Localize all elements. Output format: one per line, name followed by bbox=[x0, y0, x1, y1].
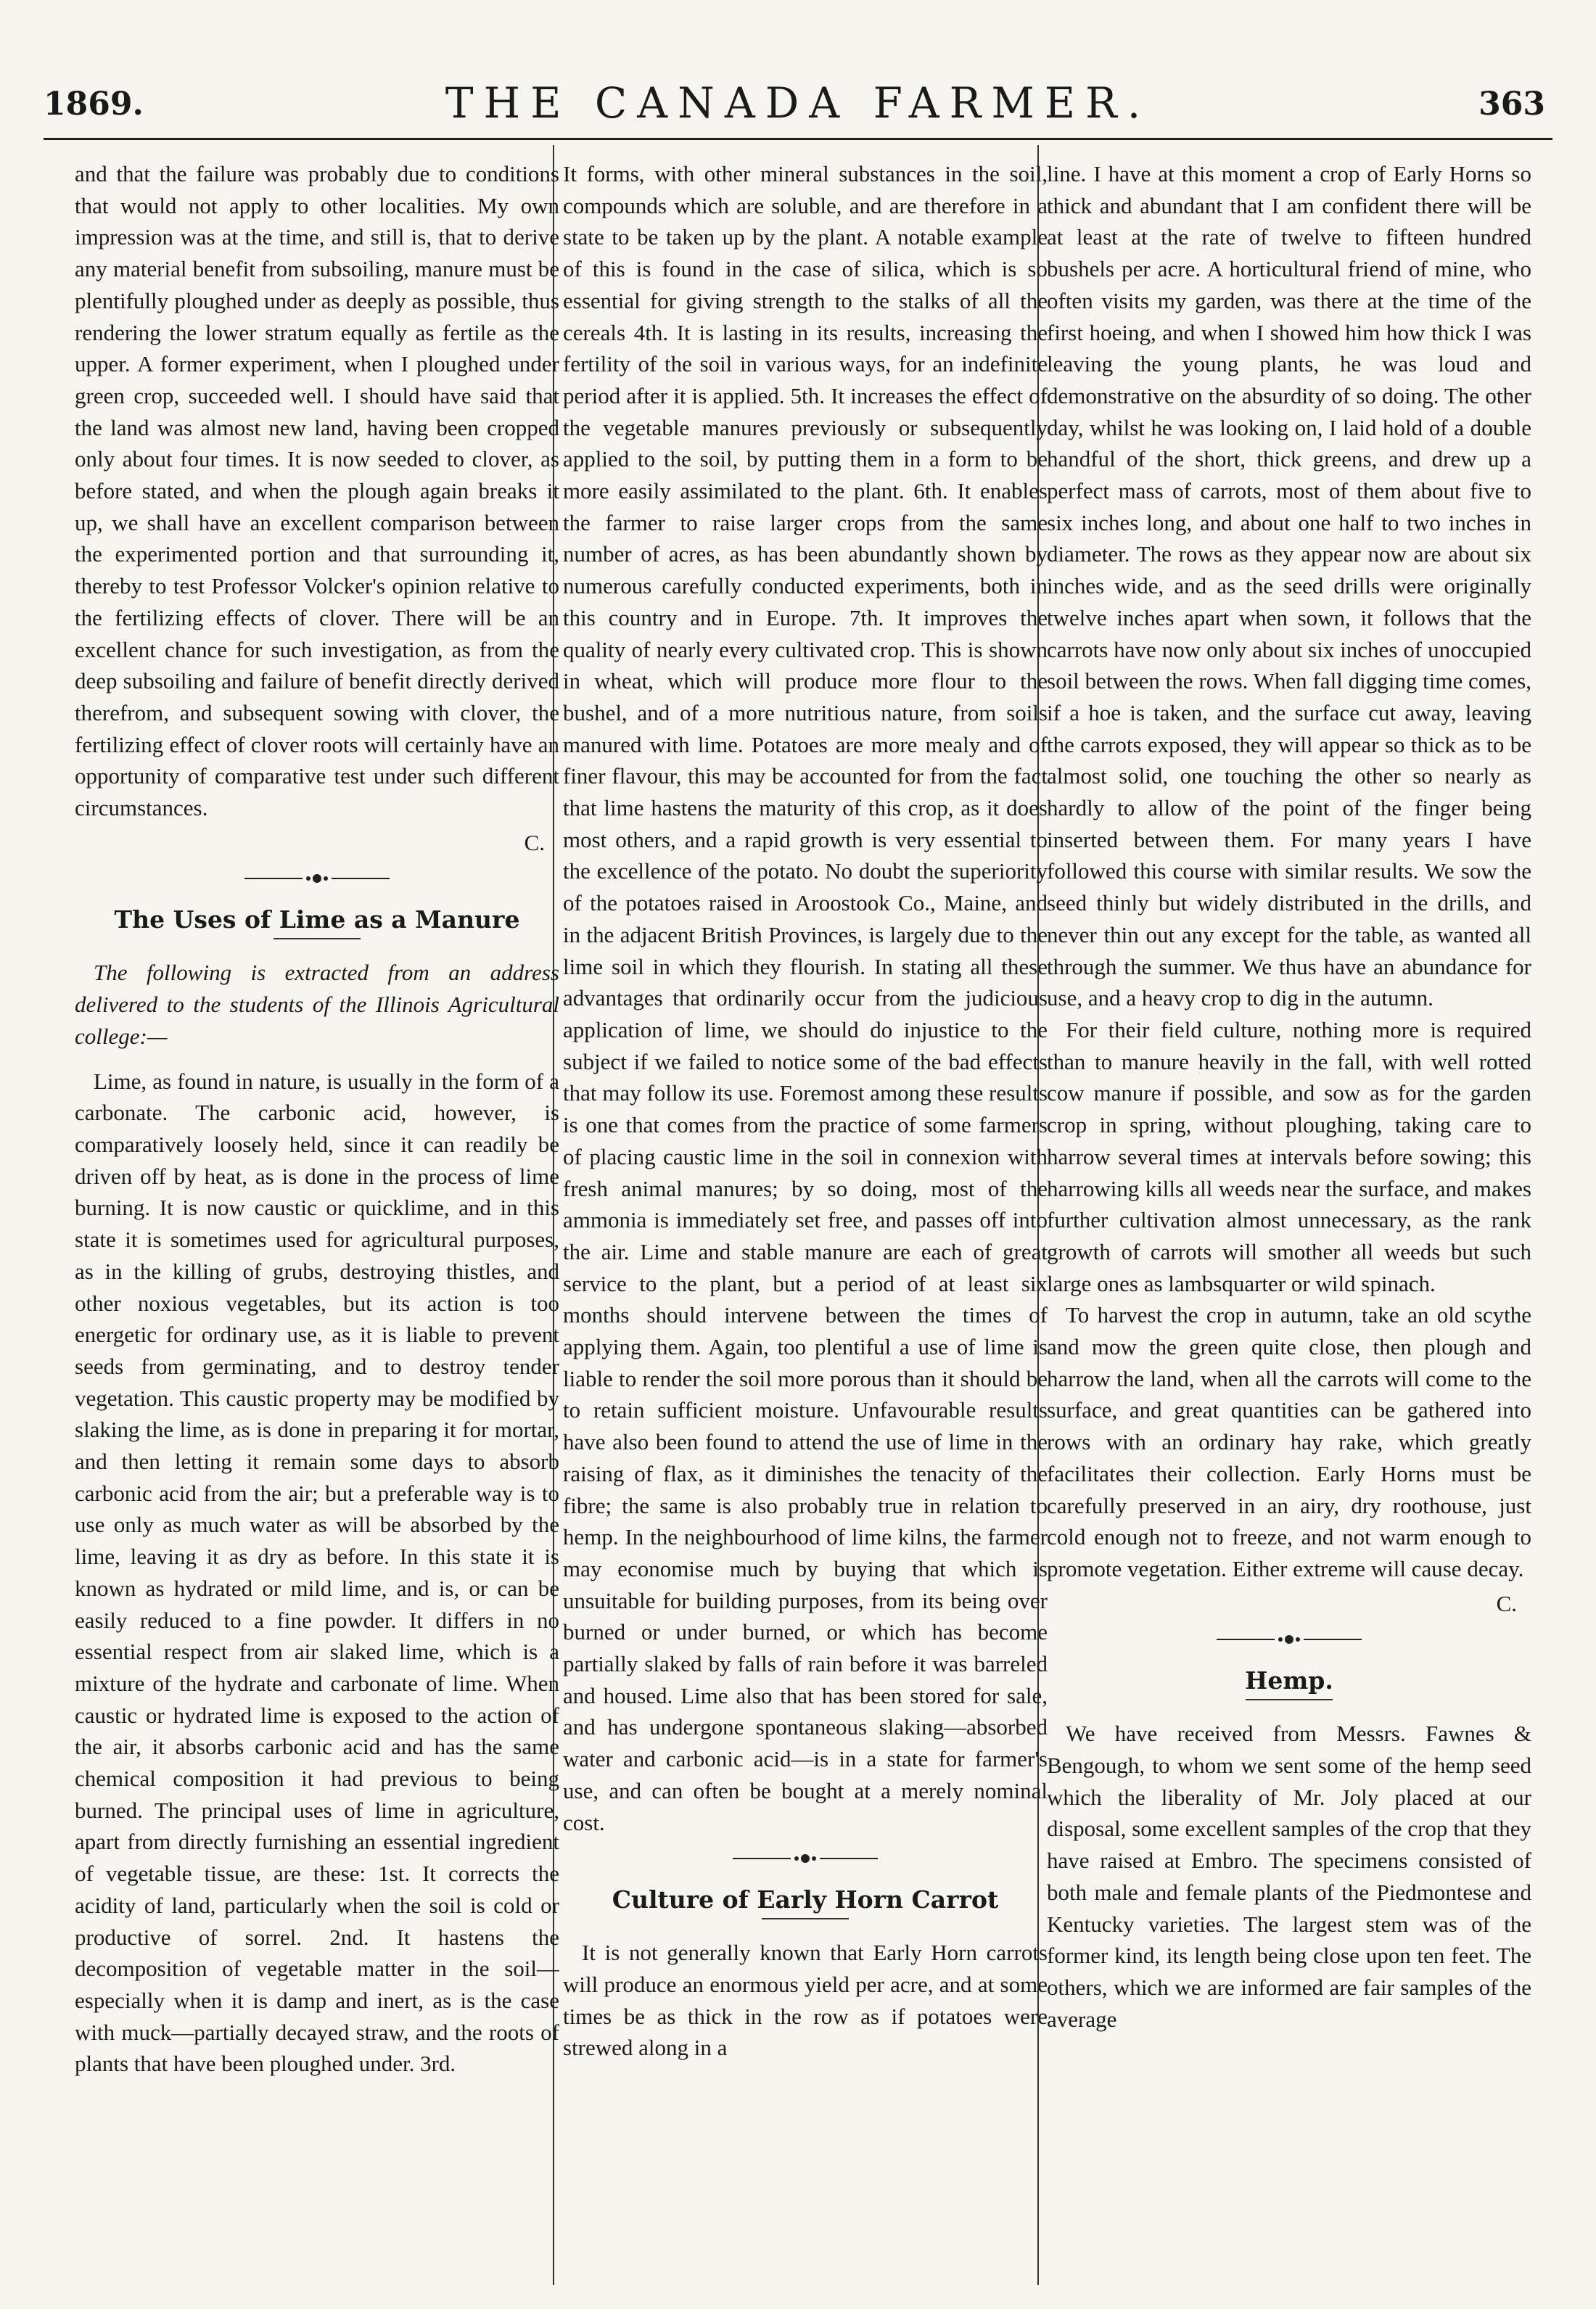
newspaper-title: THE CANADA FARMER. bbox=[445, 78, 1151, 128]
issue-year: 1869. bbox=[44, 86, 144, 123]
column-3 bbox=[1047, 158, 1531, 2284]
column-1 bbox=[75, 158, 559, 2284]
ornament-divider bbox=[563, 1851, 1048, 1880]
masthead bbox=[44, 29, 1552, 138]
masthead-rule bbox=[44, 138, 1552, 140]
article-intro: The following is extracted from an address delivered to the students of the Illinois Agricultural college:— bbox=[75, 960, 559, 1049]
column-2 bbox=[563, 158, 1048, 2284]
paragraph: and that the failure was probably due to conditions that would not apply to other localities. My own impression was at the time, and still is, that to derive any material benefit from subsoiling, manure must be plentifully ploughed under as deeply as possible, thus rendering the lower stratum equally as fertile as the upper. A former experiment, when I ploughed under green crop, succeeded well. I should have said that the land was almost new land, having been cropped only about four times. It is now seeded to clover, as before stated, and when the plough again breaks it up, we shall have an excellent comparison between the experimented portion and that surrounding it, thereby to test Professor Volcker's opinion relative to the fertilizing effects of clover. There will be an excellent chance for such investigation, as from the deep subsoiling and failure of benefit directly derived therefrom, and subsequent sowing with clover, the fertilizing effect of clover roots will certainly have an opportunity of comparative test under such different circumstances. bbox=[75, 161, 559, 821]
paragraph: It is not generally known that Early Horn carrots will produce an enormous yield per acre, and at some times be as thick in the row as if potatoes were strewed along in a bbox=[563, 1940, 1048, 2061]
paragraph: Lime, as found in nature, is usually in the form of a carbonate. The carbonic acid, however, is comparatively loosely held, since it can readily be driven off by heat, as is done in the process of lime burning. It is now caustic or quicklime, and in this state it is sometimes used for agricultural purposes, as in the killing of grubs, destroying thistles, and other noxious vegetables, but its action is too energetic for ordinary use, as it is liable to prevent seeds from germinating, and to destroy tender vegetation. This caustic property may be modified by slaking the lime, as is done in preparing it for mortar, and then letting it remain some days to absorb carbonic acid from the air; but a preferable way is to use only as much water as will be absorbed by the lime, leaving it as dry as before. In this state it is known as hydrated or mild lime, and is, or can be easily reduced to a fine powder. It differs in no essential respect from air slaked lime, which is a mixture of the hydrate and carbonate of lime. When caustic or hydrated lime is exposed to the action of the air, it absorbs carbonic acid and has the same chemical composition it had previous to being burned. The principal uses of lime in agriculture, apart from directly furnishing an essential ingredient of vegetable tissue, are these: 1st. It corrects the acidity of land, particularly when the soil is cold or productive of sorrel. 2nd. It hastens the decomposition of vegetable matter in the soil—especially when it is damp and inert, as is the case with muck—partially decayed straw, and the roots of plants that have been ploughed under. 3rd. bbox=[75, 1068, 559, 2077]
page-number: 363 bbox=[1478, 86, 1545, 123]
ornament-divider bbox=[1047, 1632, 1531, 1661]
paragraph: We have received from Messrs. Fawnes & Bengough, to whom we sent some of the hemp seed which the liberality of Mr. Joly placed at our disposal, some excellent samples of the crop that they have raised at Embro. The specimens consisted of both male and female plants of the Piedmontese and Kentucky varieties. The largest stem was of the former kind, its length being close upon ten feet. The others, which we are informed are fair samples of the average bbox=[1047, 1721, 1531, 2032]
signature: C. bbox=[524, 829, 545, 855]
ornament-divider bbox=[75, 871, 559, 900]
paragraph: For their field culture, nothing more is required than to manure heavily in the fall, with well rotted cow manure if possible, and sow as for the garden crop in spring, without ploughing, taking care to harrow several times at intervals before sowing; this harrowing kills all weeds near the surface, and makes further cultivation almost unnecessary, as the rank growth of carrots will smother all weeds but such large ones as lambsquarter or wild spinach. bbox=[1047, 1016, 1531, 1296]
paragraph: line. I have at this moment a crop of Early Horns so thick and abundant that I am confident there will be at least at the rate of twelve to fifteen hundred bushels per acre. A horticultural friend of mine, who often visits my garden, was there at the time of the first hoeing, and when I showed him how thick I was leaving the young plants, he was loud and demonstrative on the absurdity of so doing. The other day, whilst he was looking on, I laid hold of a double handful of the short, thick greens, and drew up a perfect mass of carrots, most of them about five to six inches long, and about one half to two inches in diameter. The rows as they appear now are about six inches wide, and as the seed drills were originally twelve inches apart when sown, it follows that the carrots have now only about six inches of unoccupied soil between the rows. When fall digging time comes, if a hoe is taken, and the surface cut away, leaving the carrots exposed, they will appear so thick as to be almost solid, one touching the other so nearly as hardly to allow of the point of the finger being inserted between them. For many years I have followed this course with similar results. We sow the seed thinly but widely distributed in the drills, and never thin out any except for the table, as wanted all through the summer. We thus have an abundance for use, and a heavy crop to dig in the autumn. bbox=[1047, 161, 1531, 1011]
article-title-lime: The Uses of Lime as a Manure bbox=[75, 905, 559, 939]
signature: C. bbox=[1496, 1590, 1517, 1616]
paragraph: It forms, with other mineral substances in the soil, compounds which are soluble, and are therefore in a state to be taken up by the plant. A notable example of this is found in the case of silica, which is so essential for giving strength to the stalks of all the cereals 4th. It is lasting in its results, increasing the fertility of the soil in various ways, for an indefinite period after it is applied. 5th. It increases the effect of the vegetable manures previously or subsequently applied to the soil, by putting them in a form to be more easily assimilated to the plant. 6th. It enables the farmer to raise larger crops from the same number of acres, as has been abundantly shown by numerous carefully conducted experiments, both in this country and in Europe. 7th. It improves the quality of nearly every cultivated crop. This is shown in wheat, which will produce more flour to the bushel, and of a more nutritious nature, from soils manured with lime. Potatoes are more mealy and of finer flavour, this may be accounted for from the fact that lime hastens the maturity of this crop, as it does most others, and a rapid growth is very essential to the excellence of the potato. No doubt the superiority of the potatoes raised in Aroostook Co., Maine, and in the adjacent British Provinces, is largely due to the lime soil in which they flourish. In stating all these advantages that ordinarily occur from the judicious application of lime, we should do injustice to the subject if we failed to notice some of the bad effects that may follow its use. Foremost among these results is one that comes from the practice of some farmers of placing caustic lime in the soil in connexion with fresh animal manures; by so doing, most of the ammonia is immediately set free, and passes off into the air. Lime and stable manure are each of great service to the plant, but a period of at least six months should intervene between the times of applying them. Again, too plentiful a use of lime is liable to render the soil more porous than it should be to retain sufficient moisture. Unfavourable results have also been found to attend the use of lime in the raising of flax, as it diminishes the tenacity of the fibre; the same is also probably true in relation to hemp. In the neighbourhood of lime kilns, the farmer may economise much by buying that which is unsuitable for building purposes, from its being over burned or under burned, or which has become partially slaked by falls of rain before it was barreled and housed. Lime also that has been stored for sale, and has undergone spontaneous slaking—absorbed water and carbonic acid—is in a state for farmer's use, and can often be bought at a merely nominal cost. bbox=[563, 161, 1048, 1835]
paragraph: To harvest the crop in autumn, take an old scythe and mow the green quite close, then plough and harrow the land, when all the carrots will come to the surface, and great quantities can be gathered into rows with an ordinary hay rake, which greatly facilitates their collection. Early Horns must be carefully preserved in an airy, dry roothouse, just cold enough not to freeze, and not warm enough to promote vegetation. Either extreme will cause decay. bbox=[1047, 1302, 1531, 1581]
article-title-carrot: Culture of Early Horn Carrot bbox=[563, 1885, 1048, 1919]
article-title-hemp: Hemp. bbox=[1047, 1666, 1531, 1700]
